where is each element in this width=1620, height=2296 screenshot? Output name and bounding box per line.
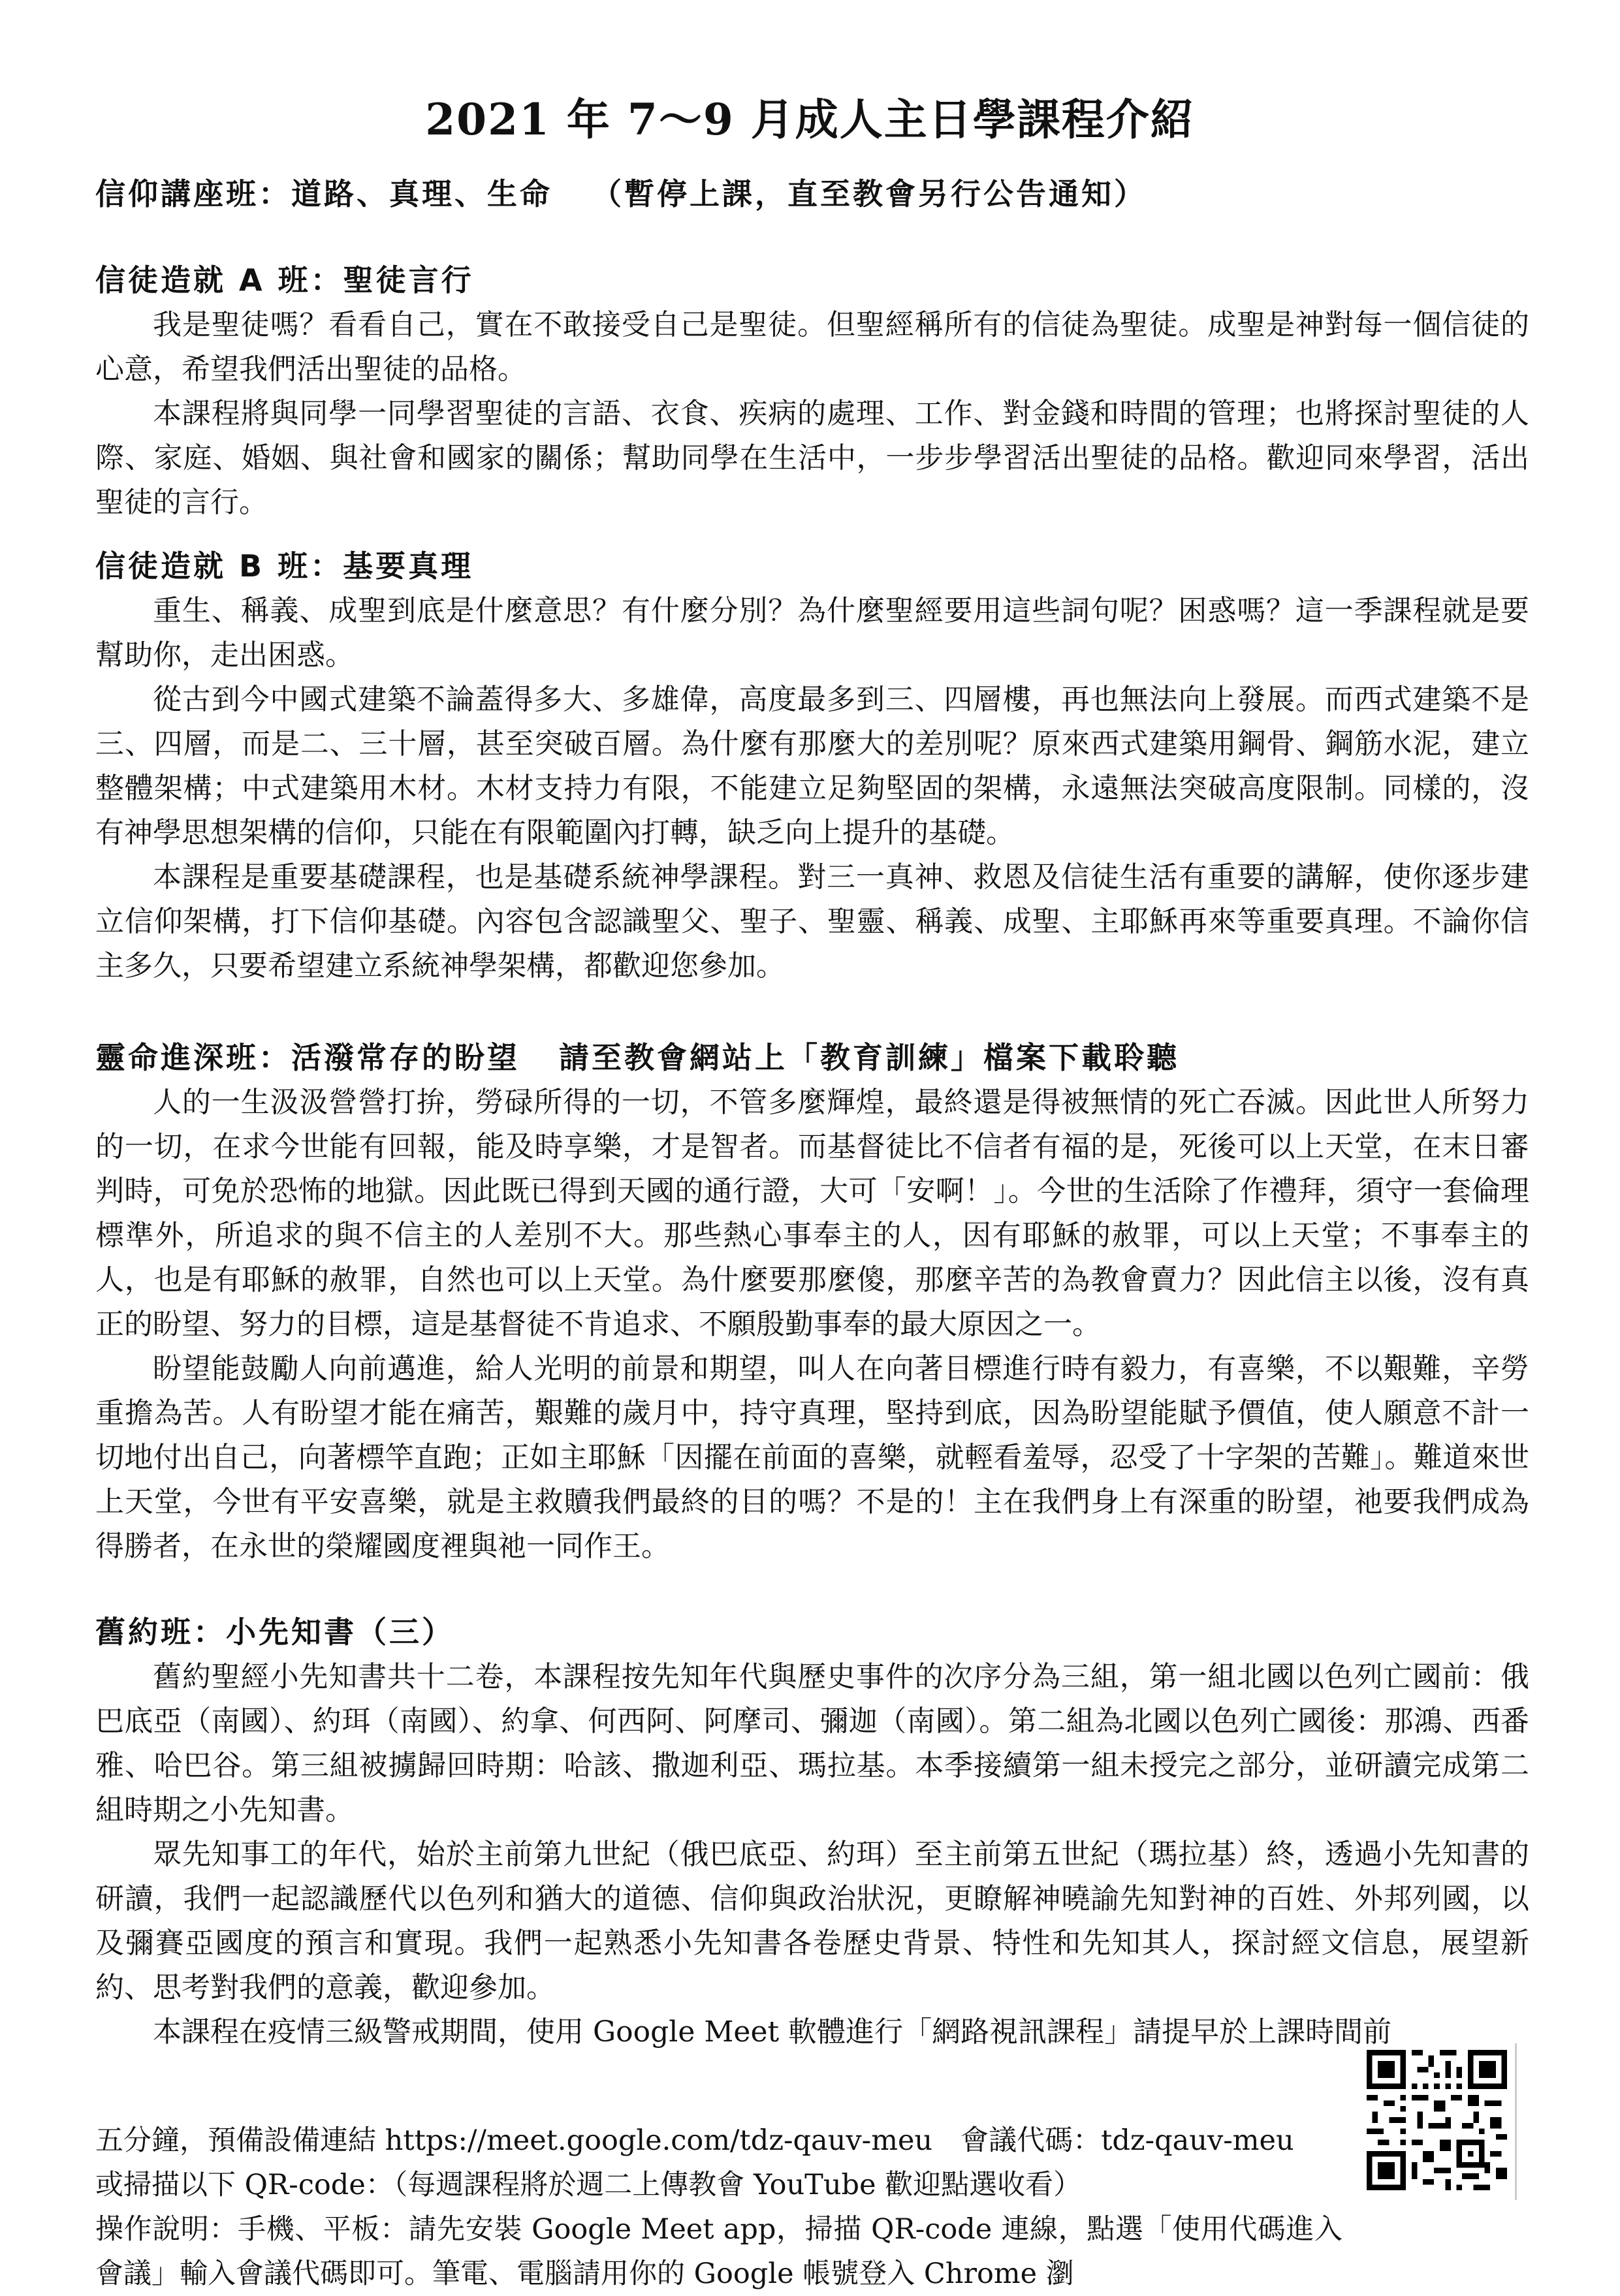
section-heading-title: 信仰講座班：道路、真理、生命 <box>95 176 552 212</box>
section-faith-lecture <box>95 171 1529 217</box>
paragraph: 本課程是重要基礎課程，也是基礎系統神學課程。對三一真神、救恩及信徒生活有重要的講解，使你逐步建立信仰架構，打下信仰基礎。內容包含認識聖父、聖子、聖靈、稱義、成聖、主耶穌再來等重要真理。不論你信主多久，只要希望建立系統神學架構，都歡迎您參加。 <box>95 860 1529 983</box>
section-heading-title: 靈命進深班：活潑常存的盼望 <box>95 1040 520 1075</box>
paragraph: 重生、稱義、成聖到底是什麼意思？有什麼分別？為什麼聖經要用這些詞句呢？困惑嗎？這一季課程就是要幫助你，走出困惑。 <box>95 594 1529 672</box>
paragraph: 本課程在疫情三級警戒期間，使用 Google Meet 軟體進行「網路視訊課程」請提早於上課時間前 <box>153 2015 1392 2049</box>
qr-code-icon[interactable] <box>1367 2050 1507 2190</box>
section-class-a <box>95 257 1529 525</box>
paragraph: 從古到今中國式建築不論蓋得多大、多雄偉，高度最多到三、四層樓，再也無法向上發展。而西式建築不是三、四層，而是二、三十層，甚至突破百層。為什麼有那麼大的差別呢？原來西式建築用鋼骨、鋼筋水泥，建立整體架構；中式建築用木材。木材支持力有限，不能建立足夠堅固的架構，永遠無法突破高度限制。同樣的，沒有神學思想架構的信仰，只能在有限範圍內打轉，缺乏向上提升的基礎。 <box>95 683 1529 849</box>
paragraph: 盼望能鼓勵人向前邁進，給人光明的前景和期望，叫人在向著目標進行時有毅力，有喜樂，不以艱難，辛勞重擔為苦。人有盼望才能在痛苦，艱難的歲月中，持守真理，堅持到底，因為盼望能賦予價值，使人願意不計一切地付出自己，向著標竿直跑；正如主耶穌「因擺在前面的喜樂，就輕看羞辱，忍受了十字架的苦難」。難道來世上天堂，今世有平安喜樂，就是主救贖我們最終的目的嗎？不是的！主在我們身上有深重的盼望，祂要我們成為得勝者，在永世的榮耀國度裡與祂一同作王。 <box>95 1352 1529 1563</box>
section-class-b <box>95 543 1529 988</box>
meeting-instructions: 操作說明：手機、平板：請先安裝 Google Meet app，掃描 QR-code 連線，點選「使用代碼進入會議」輸入會議代碼即可。筆電、電腦請用你的 Google 帳號登入 Chrome 瀏 <box>95 2213 1342 2290</box>
section-heading <box>95 1035 1529 1080</box>
section-heading: 信徒造就 B 班：基要真理 <box>95 548 474 584</box>
paragraph: 本課程將與同學一同學習聖徒的言語、衣食、疾病的處理、工作、對金錢和時間的管理；也將探討聖徒的人際、家庭、婚姻、與社會和國家的關係；幫助同學在生活中，一步步學習活出聖徒的品格。歡迎同來學習，活出聖徒的言行。 <box>95 397 1529 519</box>
meeting-qr-line: 或掃描以下 QR-code：（每週課程將於週二上傳教會 YouTube 歡迎點選收看） <box>95 2169 1082 2201</box>
paragraph: 我是聖徒嗎？看看自己，實在不敢接受自己是聖徒。但聖經稱所有的信徒為聖徒。成聖是神對每一個信徒的心意，希望我們活出聖徒的品格。 <box>95 308 1529 386</box>
qr-code-graphic <box>1367 2050 1507 2190</box>
section-heading: 舊約班：小先知書（三） <box>95 1614 454 1650</box>
paragraph: 眾先知事工的年代，始於主前第九世紀（俄巴底亞、約珥）至主前第五世紀（瑪拉基）終，透過小先知書的研讀，我們一起認識歷代以色列和猶大的道德、信仰與政治狀況，更瞭解神曉諭先知對神的百姓、外邦列國，以及彌賽亞國度的預言和實現。我們一起熟悉小先知書各卷歷史背景、特性和先知其人，探討經文信息，展望新約、思考對我們的意義，歡迎參加。 <box>95 1838 1529 2004</box>
section-heading <box>95 171 1529 217</box>
section-heading: 信徒造就 A 班：聖徒言行 <box>95 262 474 298</box>
page-title: 2021 年 7～9 月成人主日學課程介紹 <box>425 94 1195 145</box>
paragraph: 舊約聖經小先知書共十二卷，本課程按先知年代與歷史事件的次序分為三組，第一組北國以色列亡國前：俄巴底亞（南國）、約珥（南國）、約拿、何西阿、阿摩司、彌迦（南國）。第二組為北國以色列亡國後：那鴻、西番雅、哈巴谷。第三組被擄歸回時期：哈該、撒迦利亞、瑪拉基。本季接續第一組未授完之部分，並研讀完成第二組時期之小先知書。 <box>95 1660 1529 1827</box>
meeting-link-line[interactable]: 五分鐘，預備設備連結 https://meet.google.com/tdz-qauv-meu 會議代碼：tdz-qauv-meu <box>95 2124 1294 2157</box>
section-heading-note: 請至教會網站上「教育訓練」檔案下載聆聽 <box>559 1040 1179 1075</box>
section-spiritual-growth <box>95 1035 1529 1569</box>
section-heading-note: （暫停上課，直至教會另行公告通知） <box>592 176 1147 212</box>
meeting-info <box>95 2118 1342 2296</box>
section-old-testament <box>95 1609 1529 2054</box>
divider <box>1515 2043 1517 2200</box>
paragraph: 人的一生汲汲營營打拚，勞碌所得的一切，不管多麼輝煌，最終還是得被無情的死亡吞滅。因此世人所努力的一切，在求今世能有回報，能及時享樂，才是智者。而基督徒比不信者有福的是，死後可以上天堂，在末日審判時，可免於恐怖的地獄。因此既已得到天國的通行證，大可「安啊！」。今世的生活除了作禮拜，須守一套倫理標準外，所追求的與不信主的人差別不大。那些熱心事奉主的人，因有耶穌的赦罪，可以上天堂；不事奉主的人，也是有耶穌的赦罪，自然也可以上天堂。為什麼要那麼傻，那麼辛苦的為教會賣力？因此信主以後，沒有真正的盼望、努力的目標，這是基督徒不肯追求、不願殷勤事奉的最大原因之一。 <box>95 1086 1529 1341</box>
